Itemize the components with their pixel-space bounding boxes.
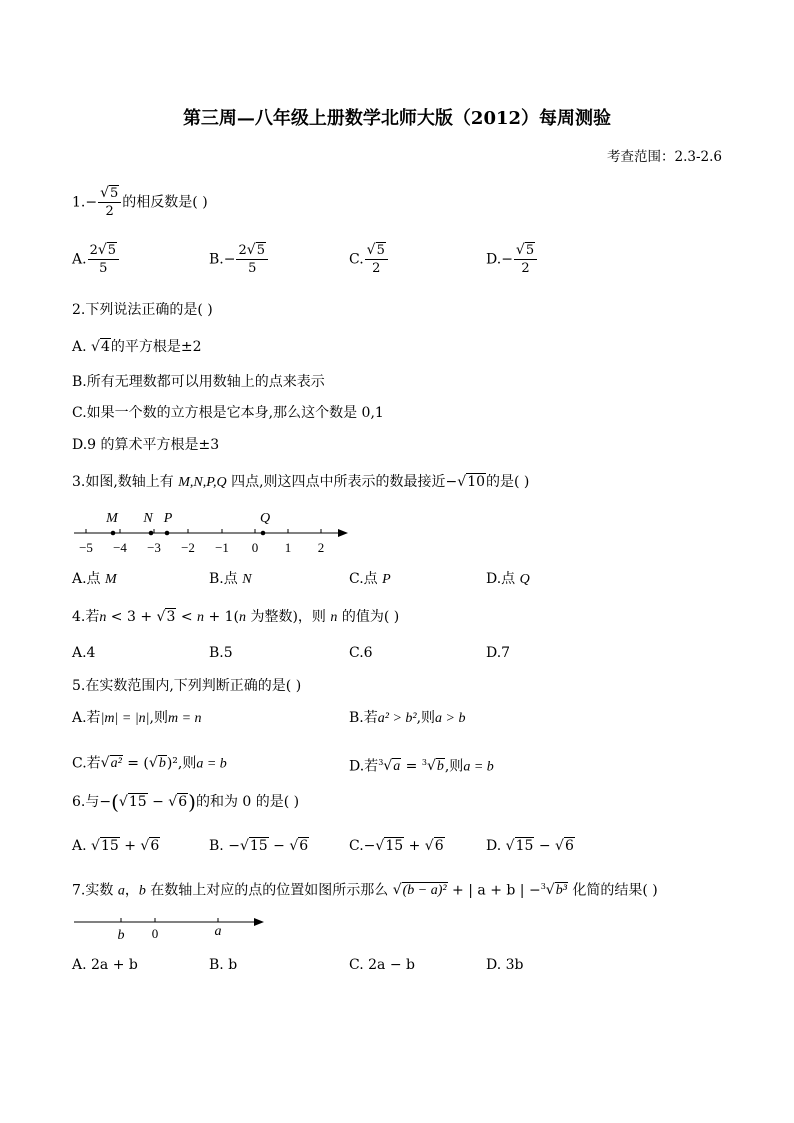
q7-option-d[interactable]: D. 3b xyxy=(486,957,524,973)
q7-number-line xyxy=(72,912,272,944)
q1-number: 1. xyxy=(72,194,86,211)
q3-option-c[interactable]: C.点 P xyxy=(349,571,391,587)
q5-option-b[interactable]: B.若a² > b²,则a > b xyxy=(349,710,466,726)
q7-option-b[interactable]: B. b xyxy=(209,957,238,973)
q6-option-c[interactable]: C.−√15 + √6 xyxy=(349,838,444,854)
q3-option-b[interactable]: B.点 N xyxy=(209,571,252,587)
tick-label: 1 xyxy=(284,540,292,555)
q1-option-a[interactable]: A. $\frac{2√5}{5}$ xyxy=(72,243,120,276)
question-3: 3.如图,数轴上有 M,N,P,Q 四点,则这四点中所表示的数最接近−√10的是( ) xyxy=(72,474,530,490)
q1-option-b[interactable]: B.− $\frac{2√5}{5}$ xyxy=(209,243,269,276)
q1-fraction: $\frac{√5}{2}$ xyxy=(98,186,121,219)
q1-minus: − xyxy=(85,194,98,211)
point-q-dot xyxy=(261,531,266,536)
tick-label: −5 xyxy=(79,540,93,555)
point-label-q: Q xyxy=(259,511,271,526)
q4-option-d[interactable]: D.7 xyxy=(486,645,511,661)
q3-option-d[interactable]: D.点 Q xyxy=(486,571,530,587)
point-label-n: N xyxy=(143,511,153,526)
q5-option-c[interactable]: C.若√a² = (√b)²,则a = b xyxy=(72,755,227,772)
point-label-m: M xyxy=(106,511,118,526)
axis-label-b: b xyxy=(117,928,125,943)
question-6: 6.与−(√15 − √6)的和为 0 的是( ) xyxy=(72,790,300,814)
q1-option-c[interactable]: C. $\frac{√5}{2}$ xyxy=(349,243,389,276)
q2-option-c[interactable]: C.如果一个数的立方根是它本身,那么这个数是 0,1 xyxy=(72,405,384,421)
q4-option-b[interactable]: B.5 xyxy=(209,645,233,661)
q2-option-a[interactable]: A. √4的平方根是±2 xyxy=(72,339,202,355)
question-7: 7.实数 a，b 在数轴上对应的点的位置如图所示那么 √(b − a)² + | a + b | −$^3$√b³ 化简的结果( ) xyxy=(72,882,658,899)
point-label-p: P xyxy=(163,511,173,526)
q7-option-c[interactable]: C. 2a − b xyxy=(349,957,415,973)
q3-option-a[interactable]: A.点 M xyxy=(72,571,117,587)
q4-option-c[interactable]: C.6 xyxy=(349,645,373,661)
axis-label-zero: 0 xyxy=(151,926,159,941)
q6-option-a[interactable]: A. √15 + √6 xyxy=(72,838,160,854)
tick-label: −4 xyxy=(113,540,127,555)
question-1 xyxy=(72,186,208,219)
question-5: 5.在实数范围内,下列判断正确的是( ) xyxy=(72,678,302,694)
tick-label: −2 xyxy=(181,540,195,555)
q6-option-b[interactable]: B. −√15 − √6 xyxy=(209,838,309,854)
q5-option-d[interactable]: D.若$^3$√a = $^3$√b,则a = b xyxy=(349,758,494,775)
q2-option-b[interactable]: B.所有无理数都可以用数轴上的点来表示 xyxy=(72,374,325,390)
q2-option-d[interactable]: D.9 的算术平方根是±3 xyxy=(72,437,220,453)
question-4: 4.若n < 3 + √3 < n + 1(n 为整数)，则 n 的值为( ) xyxy=(72,609,400,625)
axis-label-a: a xyxy=(214,924,222,939)
page-title: 第三周—八年级上册数学北师大版（2012）每周测验 xyxy=(182,108,612,129)
question-2: 2.下列说法正确的是( ) xyxy=(72,302,213,318)
q5-option-a[interactable]: A.若|m| = |n|,则m = n xyxy=(72,710,202,726)
q3-number-line xyxy=(72,504,362,562)
point-n-dot xyxy=(149,531,154,536)
tick-label: 2 xyxy=(317,540,325,555)
q4-option-a[interactable]: A.4 xyxy=(72,645,96,661)
q1-option-d[interactable]: D.− $\frac{√5}{2}$ xyxy=(486,243,538,276)
q1-stem: 的相反数是( ) xyxy=(122,194,208,211)
point-p-dot xyxy=(165,531,170,536)
tick-label: 0 xyxy=(251,540,259,555)
exam-scope: 考查范围：2.3-2.6 xyxy=(606,149,722,165)
tick-label: −3 xyxy=(147,540,161,555)
tick-label: −1 xyxy=(215,540,229,555)
q6-option-d[interactable]: D. √15 − √6 xyxy=(486,838,574,854)
point-m-dot xyxy=(111,531,116,536)
q7-option-a[interactable]: A. 2a + b xyxy=(72,957,138,973)
